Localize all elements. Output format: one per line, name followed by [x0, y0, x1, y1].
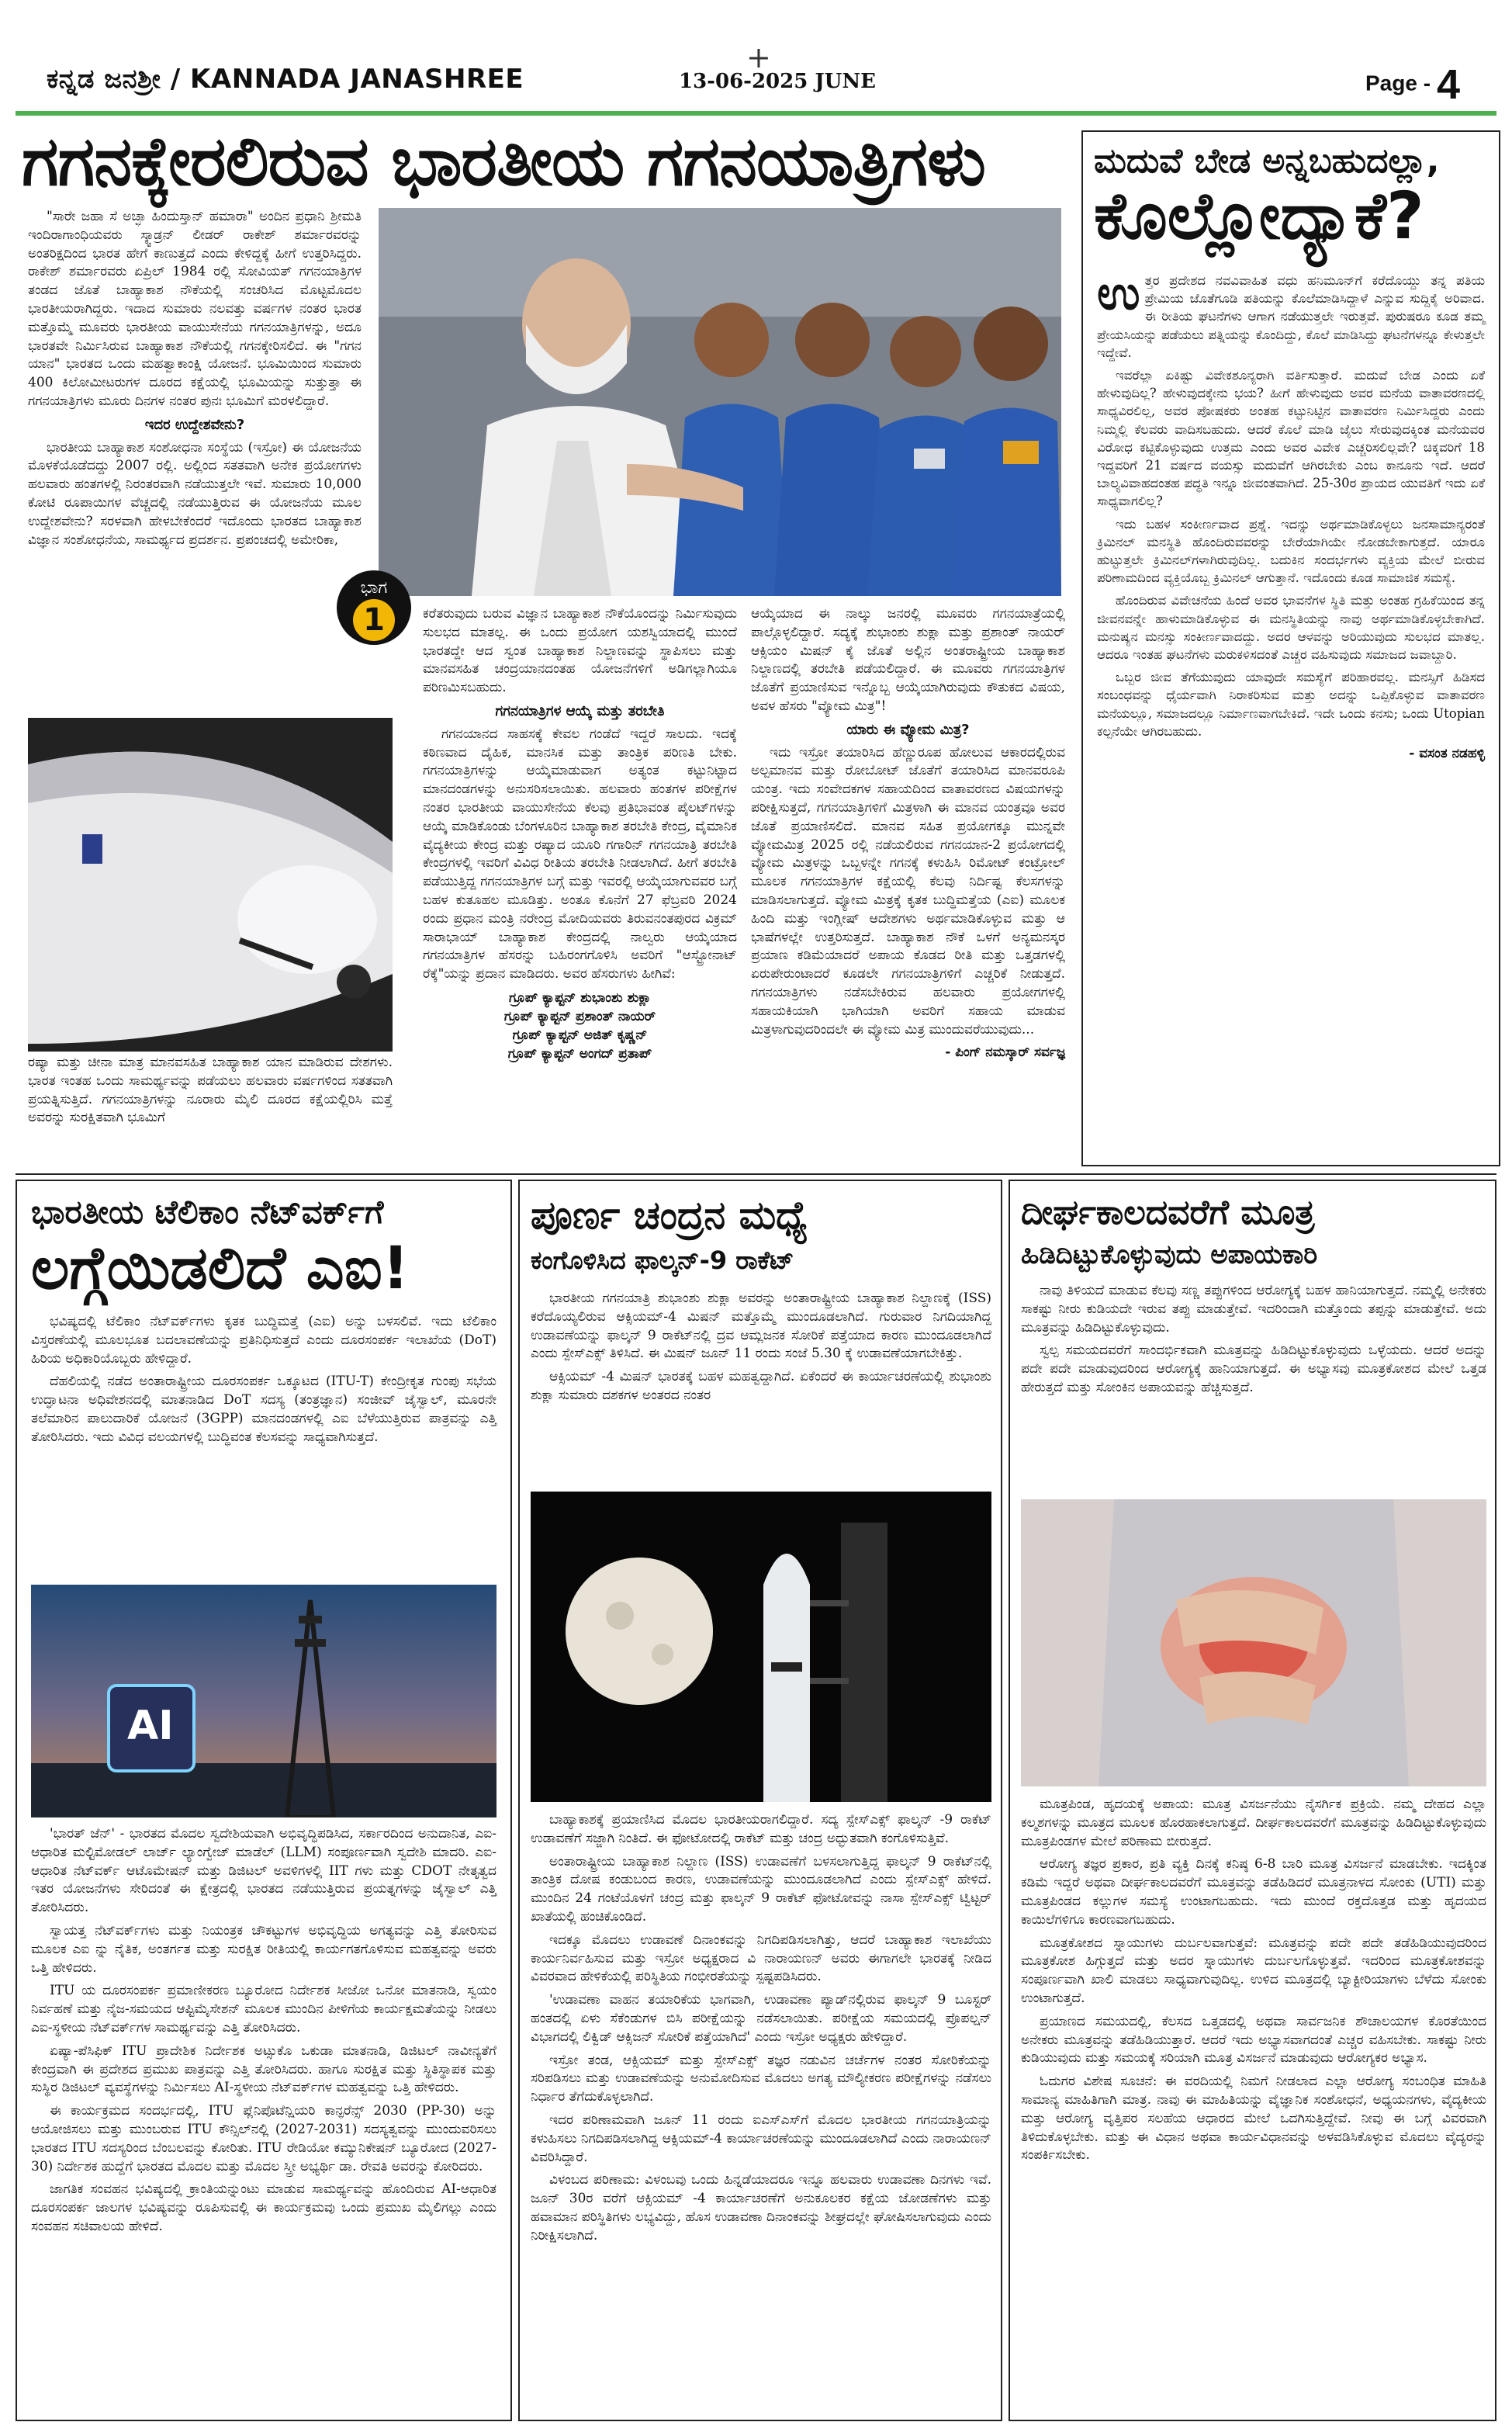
page-label: Page -	[1365, 71, 1431, 95]
health-article-box	[1009, 1180, 1496, 2421]
registration-mark-icon: +	[746, 40, 771, 74]
lead-column-3	[751, 605, 1065, 1062]
lead-paragraph: "ಸಾರೇ ಜಹಾ ಸೆ ಅಚ್ಛಾ ಹಿಂದುಸ್ತಾನ್ ಹಮಾರಾ" ಅಂದಿನ ಪ್ರಧಾನಿ ಶ್ರೀಮತಿ ಇಂದಿರಾಗಾಂಧಿಯವರು ಸ್ಕ್ವಾಡ್ರನ್ ಲೀಡರ್ ರಾಕೇಶ್ ಶರ್ಮಾರವರನ್ನು ಅಂತರಿಕ್ಷದಿಂದ ಭಾರತ ಹೇಗೆ ಕಾಣುತ್ತದೆ ಎಂದು ಕೇಳಿದ್ದಕ್ಕೆ ಹೀಗೆ ಉತ್ತರಿಸಿದ್ದರು. ರಾಕೇಶ್ ಶರ್ಮಾರವರು ಏಪ್ರಿಲ್ 1984 ರಲ್ಲಿ ಸೋವಿಯತ್ ಗಗನಯಾತ್ರಿಗಳ ತಂಡದ ಜೊತೆ ಬಾಹ್ಯಾಕಾಶ ನೌಕೆಯಲ್ಲಿ ಸಂಚರಿಸಿದ ಮೊಟ್ಟಮೊದಲ ಭಾರತೀಯರಾಗಿದ್ದರು. ಇದಾದ ಸುಮಾರು ನಲವತ್ತು ವರ್ಷಗಳ ನಂತರ ಭಾರತ ಮತ್ತೊಮ್ಮೆ ಮೂವರು ಭಾರತೀಯ ವಾಯುಸೇನೆಯ ಗಗನಯಾತ್ರಿಗಳನ್ನು, ಅದೂ ಭಾರತವೇ ನಿರ್ಮಿಸಿರುವ ಬಾಹ್ಯಾಕಾಶ ನೌಕೆಯಲ್ಲಿ ಗಗನಕ್ಕೇರಿಸಲಿದೆ. ಈ "ಗಗನ ಯಾನ" ಭಾರತದ ಒಂದು ಮಹತ್ವಾಕಾಂಕ್ಷಿ ಯೋಜನೆ. ಭೂಮಿಯಿಂದ ಸುಮಾರು 400 ಕಿಲೋಮೀಟರುಗಳ ದೂರದ ಕಕ್ಷೆಯಲ್ಲಿ ಭೂಮಿಯನ್ನು ಸುತ್ತುತ್ತಾ ಈ ಗಗನಯಾತ್ರಿಗಳು ಮೂರು ದಿನಗಳ ನಂತರ ಪುನಃ ಭೂಮಿಗೆ ಮರಳಲಿದ್ದಾರೆ.	[28, 209, 362, 409]
falcon-moon-photo	[531, 1492, 991, 1802]
lead-column-1-top	[28, 208, 362, 554]
health-paragraph: ಪ್ರಯಾಣದ ಸಮಯದಲ್ಲಿ, ಕೆಲಸದ ಒತ್ತಡದಲ್ಲಿ ಅಥವಾ ಸಾರ್ವಜನಿಕ ಶೌಚಾಲಯಗಳ ಕೊರತೆಯಿಂದ ಅನೇಕರು ಮೂತ್ರವನ್ನು ತಡೆಹಿಡಿಯುತ್ತಾರೆ. ಆದರೆ ಇದು ಅಭ್ಯಾಸವಾಗದಂತೆ ಎಚ್ಚರ ವಹಿಸಬೇಕು. ಸಾಕಷ್ಟು ನೀರು ಕುಡಿಯುವುದು ಮತ್ತು ಸಮಯಕ್ಕೆ ಸರಿಯಾಗಿ ಮೂತ್ರ ವಿಸರ್ಜನೆ ಮಾಡುವುದು ಆರೋಗ್ಯಕರ ಅಭ್ಯಾಸ.	[1021, 2013, 1486, 2067]
falcon-moon-illustration	[531, 1492, 991, 1802]
lead-paragraph: ರಷ್ಯಾ ಮತ್ತು ಚೀನಾ ಮಾತ್ರ ಮಾನವಸಹಿತ ಬಾಹ್ಯಾಕಾಶ ಯಾನ ಮಾಡಿರುವ ದೇಶಗಳು. ಭಾರತ ಇಂತಹ ಒಂದು ಸಾಮರ್ಥ್ಯವನ್ನು ಪಡೆಯಲು ಹಲವಾರು ವರ್ಷಗಳಿಂದ ಸತತವಾಗಿ ಪ್ರಯತ್ನಿಸುತ್ತಿದೆ. ಗಗನಯಾತ್ರಿಗಳನ್ನು ನೂರಾರು ಮೈಲಿ ದೂರದ ಕಕ್ಷೆಯಲ್ಲಿರಿಸಿ ಮತ್ತೆ ಅವರನ್ನು ಸುರಕ್ಷಿತವಾಗಿ ಭೂಮಿಗೆ	[28, 1055, 393, 1126]
marriage-paragraph: ಒಬ್ಬರ ಜೀವ ತೆಗೆಯುವುದು ಯಾವುದೇ ಸಮಸ್ಯೆಗೆ ಪರಿಹಾರವಲ್ಲ. ಮನಸ್ಸಿಗೆ ಹಿಡಿಸದ ಸಂಬಂಧವನ್ನು ಧೈರ್ಯವಾಗಿ ನಿರಾಕರಿಸುವ ಮತ್ತು ಅದನ್ನು ಒಪ್ಪಿಕೊಳ್ಳುವ ವಾತಾವರಣ ಮನೆಯಲ್ಲೂ, ಸಮಾಜದಲ್ಲೂ ನಿರ್ಮಾಣವಾಗಬೇಕಿದೆ. ಇದೇ ಒಂದು ಕನಸು; ಒಂದು Utopian ಕಲ್ಪನೆಯೇ ಆಗಿರಬಹುದು.	[1097, 670, 1485, 739]
lead-subheading-purpose: ಇದರ ಉದ್ದೇಶವೇನು?	[144, 416, 245, 433]
marriage-paragraph: ಇದು ಬಹಳ ಸಂಕೀರ್ಣವಾದ ಪ್ರಶ್ನೆ. ಇದನ್ನು ಅರ್ಥಮಾಡಿಕೊಳ್ಳಲು ಜನಸಾಮಾನ್ಯರಂತೆ ಕ್ರಿಮಿನಲ್ ಮನಸ್ಥಿತಿ ಹೊಂದಿರುವವರನ್ನು ಬೇರೆಯಾಗಿಯೇ ನೋಡಬೇಕಾಗುತ್ತದೆ. ಯಾರೂ ಹುಟ್ಟುತ್ತಲೇ ಕ್ರಿಮಿನಲ್‌ಗಳಾಗಿರುವುದಿಲ್ಲ. ಬದುಕಿನ ಸಂದರ್ಭಗಳು ವ್ಯಕ್ತಿಯ ಮೇಲೆ ಬೀರುವ ಪರಿಣಾಮದಿಂದ ವ್ಯಕ್ತಿಯೊಬ್ಬ ಕ್ರಿಮಿನಲ್ ಆಗುತ್ತಾನೆ. ಇದೊಂದು ಕೂಡ ಸಾಮಾಜಿಕ ಸಮಸ್ಯೆ.	[1097, 516, 1485, 586]
lead-headline: ಗಗನಕ್ಕೇರಲಿರುವ ಭಾರತೀಯ ಗಗನಯಾತ್ರಿಗಳು	[22, 121, 986, 201]
falcon-paragraph: ವಿಳಂಬದ ಪರಿಣಾಮ: ವಿಳಂಬವು ಒಂದು ಹಿನ್ನಡೆಯಾದರೂ ಇನ್ನೂ ಹಲವಾರು ಉಡಾವಣಾ ದಿನಗಳು ಇವೆ. ಜೂನ್ 30ರ ವರೆಗೆ ಆಕ್ಸಿಯಮ್ -4 ಕಾರ್ಯಾಚರಣೆಗೆ ಅನುಕೂಲಕರ ಕಕ್ಷೆಯ ಜೋಡಣೆಗಳು ಮತ್ತು ಹವಾಮಾನ ಪರಿಸ್ಥಿತಿಗಳು ಲಭ್ಯವಿದ್ದು, ಹೊಸ ಉಡಾವಣಾ ದಿನಾಂಕವನ್ನು ಶೀಘ್ರದಲ್ಲೇ ಘೋಷಿಸಲಾಗುವುದು ಎಂದು ನಿರೀಕ್ಷಿಸಲಾಗಿದೆ.	[531, 2172, 991, 2244]
falcon-article-box	[518, 1180, 1002, 2421]
falcon-paragraph: 'ಉಡಾವಣಾ ವಾಹನ ತಯಾರಿಕೆಯ ಭಾಗವಾಗಿ, ಉಡಾವಣಾ ಪ್ಯಾಡ್‌ನಲ್ಲಿರುವ ಫಾಲ್ಕನ್ 9 ಬೂಸ್ಟರ್ ಹಂತದಲ್ಲಿ ಏಳು ಸೆಕೆಂಡುಗಳ ಬಿಸಿ ಪರೀಕ್ಷೆಯನ್ನು ನಡೆಸಲಾಯಿತು. ಪರೀಕ್ಷೆಯ ಸಮಯದಲ್ಲಿ ಪ್ರೊಪಲ್ಷನ್ ವಿಭಾಗದಲ್ಲಿ ಲಿಕ್ವಿಡ್ ಆಕ್ಸಿಜನ್ ಸೋರಿಕೆ ಪತ್ತೆಯಾಗಿದೆ' ಎಂದು ಇಸ್ರೋ ಅಧ್ಯಕ್ಷರು ಹೇಳಿದ್ದಾರೆ.	[531, 1992, 991, 2045]
falcon-paragraph: ಅಂತಾರಾಷ್ಟ್ರೀಯ ಬಾಹ್ಯಾಕಾಶ ನಿಲ್ದಾಣ (ISS) ಉಡಾವಣೆಗೆ ಬಳಸಲಾಗುತ್ತಿದ್ದ ಫಾಲ್ಕನ್ 9 ರಾಕೆಟ್‌ನಲ್ಲಿ ತಾಂತ್ರಿಕ ದೋಷ ಕಂಡುಬಂದ ಕಾರಣ, ಉಡಾವಣೆಯನ್ನು ಮುಂದೂಡಲಾಗಿದೆ ಎಂದು ಸ್ಪೇಸ್‌ಎಕ್ಸ್ ಹೇಳಿದೆ. ಮುಂದಿನ 24 ಗಂಟೆಯೊಳಗೆ ಚಂದ್ರ ಮತ್ತು ಫಾಲ್ಕನ್ 9 ರಾಕೆಟ್ ಫೋಟೋವನ್ನು ನಾಸಾ ಸ್ಪೇಸ್‌ಎಕ್ಸ್ ಟ್ವಿಟ್ಟರ್ ಖಾತೆಯಲ್ಲಿ ಹಂಚಿಕೊಂಡಿದೆ.	[531, 1853, 991, 1925]
part-badge-label: ಭಾಗ	[360, 578, 388, 598]
telecom-paragraph: ಏಷ್ಯಾ-ಪೆಸಿಫಿಕ್ ITU ಪ್ರಾದೇಶಿಕ ನಿರ್ದೇಶಕ ಅಟ್ಸುಕೊ ಒಕುಡಾ ಮಾತನಾಡಿ, ಡಿಜಿಟಲ್ ನಾವೀನ್ಯತೆಗೆ ಕೇಂದ್ರವಾಗಿ ಈ ಪ್ರದೇಶದ ಪ್ರಮುಖ ಪಾತ್ರವನ್ನು ಎತ್ತಿ ತೋರಿಸಿದರು. ಹಾಗೂ ಸುರಕ್ಷಿತ ಮತ್ತು ಸ್ಥಿತಿಸ್ಥಾಪಕ ಮತ್ತು ಸುಸ್ಥಿರ ಡಿಜಿಟಲ್ ವ್ಯವಸ್ಥೆಗಳನ್ನು ನಿರ್ಮಿಸಲು AI-ಸ್ಥಳೀಯ ನೆಟ್‌ವರ್ಕ್‌ಗಳ ಮಹತ್ವವನ್ನು ಒತ್ತಿ ಹೇಳಿದರು.	[31, 2043, 497, 2096]
falcon-paragraph: ಇದರ ಪರಿಣಾಮವಾಗಿ ಜೂನ್ 11 ರಂದು ಐಎಸ್‌ಎಸ್‌ಗೆ ಮೊದಲ ಭಾರತೀಯ ಗಗನಯಾತ್ರಿಯನ್ನು ಕಳುಹಿಸಲು ನಿಗದಿಪಡಿಸಲಾಗಿದ್ದ ಆಕ್ಸಿಯಮ್-4 ಕಾರ್ಯಾಚರಣೆಯನ್ನು ಮುಂದೂಡಲಾಗಿದೆ ಎಂದು ನಾರಾಯಣನ್ ವಿವರಿಸಿದ್ದಾರೆ.	[531, 2112, 991, 2165]
newspaper-title: ಕನ್ನಡ ಜನಶ್ರೀ / KANNADA JANASHREE	[47, 64, 524, 95]
crew-member: ಗ್ರೂಪ್ ಕ್ಯಾಪ್ಟನ್ ಶುಭಾಂಶು ಶುಕ್ಲಾ	[508, 989, 651, 1006]
lead-paragraph: ಕರೆತರುವುದು ಬರುವ ವಿಜ್ಞಾನ ಬಾಹ್ಯಾಕಾಶ ನೌಕೆಯೊಂದನ್ನು ನಿರ್ಮಿಸುವುದು ಸುಲಭದ ಮಾತಲ್ಲ. ಈ ಒಂದು ಪ್ರಯೋಗ ಯಶಸ್ವಿಯಾದಲ್ಲಿ ಮುಂದೆ ಭಾರತದ್ದೇ ಆದ ಸ್ವಂತ ಬಾಹ್ಯಾಕಾಶ ನಿಲ್ದಾಣವನ್ನು ಸ್ಥಾಪಿಸಲು ಮತ್ತು ಮಾನವಸಹಿತ ಚಂದ್ರಯಾನದಂತಹ ಯೋಜನೆಗಳಿಗೆ ಅಡಿಗಲ್ಲಾಗಿಯೂ ಪರಿಣಮಿಸಬಹುದು.	[423, 606, 737, 696]
lead-column-1-bottom	[28, 1054, 393, 1132]
telecom-kicker: ಭಾರತೀಯ ಟೆಲಿಕಾಂ ನೆಟ್‌ವರ್ಕ್‌ಗೆ	[31, 1193, 384, 1231]
pm-astronauts-photo	[379, 208, 1061, 596]
marriage-body	[1097, 266, 1485, 763]
spacecraft-illustration	[28, 718, 393, 1052]
falcon-paragraph: ಬಾಹ್ಯಾಕಾಶಕ್ಕೆ ಪ್ರಯಾಣಿಸಿದ ಮೊದಲ ಭಾರತೀಯರಾಗಲಿದ್ದಾರೆ. ಸದ್ಯ ಸ್ಪೇಸ್‌ಎಕ್ಸ್ ಫಾಲ್ಕನ್ -9 ರಾಕೆಟ್ ಉಡಾವಣೆಗೆ ಸಜ್ಜಾಗಿ ನಿಂತಿದೆ. ಈ ಫೋಟೋದಲ್ಲಿ ರಾಕೆಟ್ ಮತ್ತು ಚಂದ್ರ ಅದ್ಭುತವಾಗಿ ಕಂಗೊಳಿಸುತ್ತಿವೆ.	[531, 1812, 991, 1846]
telecom-paragraph: 'ಭಾರತ್ ಜೆನ್' - ಭಾರತದ ಮೊದಲ ಸ್ವದೇಶಿಯವಾಗಿ ಅಭಿವೃದ್ಧಿಪಡಿಸಿದ, ಸರ್ಕಾರದಿಂದ ಅನುದಾನಿತ, ಎಐ-ಆಧಾರಿತ ಮಲ್ಟಿಮೋಡಲ್ ಲಾರ್ಜ್ ಲ್ಯಾಂಗ್ವೇಜ್ ಮಾಡೆಲ್ (LLM) ಸಂಪೂರ್ಣವಾಗಿ ಸ್ವದೇಶಿ ಮಾದರಿ. ಎಐ-ಆಧಾರಿತ ನೆಟ್‌ವರ್ಕ್ ಆಟೊಮೇಷನ್ ಮತ್ತು ಡಿಜಿಟಲ್ ಅವಳಿಗಳಲ್ಲಿ IIT ಗಳು ಮತ್ತು CDOT ನೇತೃತ್ವದ ಇತರ ಯೋಜನೆಗಳು ಸೇರಿದಂತೆ ಈ ಕ್ಷೇತ್ರದಲ್ಲಿ ಭಾರತದ ನಡೆಯುತ್ತಿರುವ ಪ್ರಯತ್ನಗಳನ್ನು ಜೈಸ್ವಾಲ್ ಎತ್ತಿ ತೋರಿಸಿದರು.	[31, 1826, 497, 1916]
drop-cap: ಉ	[1097, 266, 1140, 321]
lead-paragraph: ಇದು ಇಸ್ರೋ ತಯಾರಿಸಿದ ಹೆಣ್ಣುರೂಪ ಹೋಲುವ ಆಕಾರದಲ್ಲಿರುವ ಅಲ್ಪಮಾನವ ಮತ್ತು ರೋಬೋಟ್ ಜೊತೆಗೆ ತಯಾರಿಸಿದ ಮಾನವರೂಪಿ ಯಂತ್ರ. ಇದು ಸಂವೇದಕಗಳ ಸಹಾಯದಿಂದ ವಾತಾವರಣದ ವಿಷಯಗಳನ್ನು ಪರೀಕ್ಷಿಸುತ್ತದೆ, ಗಗನಯಾತ್ರಿಗಳಿಗೆ ಮಿತ್ರಳಾಗಿ ಈ ಮಾನವ ಯಂತ್ರವೂ ಅವರ ಜೊತೆ ಪ್ರಯಾಣಿಸಲಿದೆ. ಮಾನವ ಸಹಿತ ಪ್ರಯೋಗಕ್ಕೂ ಮುನ್ನವೇ ವ್ಯೋಮಮಿತ್ರ 2025 ರಲ್ಲಿ ನಡೆಯಲಿರುವ ಗಗನಯಾನ-2 ಪ್ರಯೋಗದಲ್ಲಿ ವ್ಯೋಮ ಮಿತ್ರಳನ್ನು ಒಬ್ಬಳನ್ನೇ ಗಗನಕ್ಕೆ ಕಳುಹಿಸಿ ರಿಮೋಟ್ ಕಂಟ್ರೋಲ್ ಮೂಲಕ ಗಗನಯಾತ್ರಿಗಳ ಕಕ್ಷೆಯಲ್ಲಿ ಕೆಲವು ನಿರ್ದಿಷ್ಟ ಕೆಲಸಗಳನ್ನು ಮಾಡಿಸಲಾಗುತ್ತದೆ. ವ್ಯೋಮ ಮಿತ್ರಕ್ಕೆ ಕೃತಕ ಬುದ್ಧಿಮತ್ತೆಯ (ಎಐ) ಮೂಲಕ ಹಿಂದಿ ಮತ್ತು ಇಂಗ್ಲೀಷ್ ಆದೇಶಗಳು ಅರ್ಥಮಾಡಿಕೊಳ್ಳುವ ಮತ್ತು ಆ ಭಾಷೆಗಳಲ್ಲೇ ಉತ್ತರಿಸುತ್ತದೆ. ಬಾಹ್ಯಾಕಾಶ ನೌಕೆ ಒಳಗೆ ಅನ್ಯಮನಸ್ಕರ ಪ್ರಯಾಣ ಕಡಿಮೆಯಾದರೆ ಅಪಾಯ ಕೊಡದ ರೀತಿ ಮತ್ತು ಒತ್ತಡಗಳಲ್ಲಿ ಏರುಪೇರುಂಟಾದರೆ ಕೂಡಲೇ ಗಗನಯಾತ್ರಿಗಳಿಗೆ ಎಚ್ಚರಿಕೆ ನೀಡುತ್ತದೆ. ಗಗನಯಾತ್ರಿಗಳು ನಡೆಸಬೇಕಿರುವ ಹಲವಾರು ಪ್ರಯೋಗಗಳಲ್ಲಿ ಸಹಾಯಕಿಯಾಗಿ ಭಾಗಿಯಾಗಿ ಅವರಿಗೆ ಸಹಾಯ ಮಾಡುವ ಮಿತ್ರಳಾಗುವುದರಿಂದಲೇ ಈ ವ್ಯೋಮ ಮಿತ್ರ ಮುಂದುವರೆಯುವುದು...	[751, 744, 1065, 1038]
masthead	[0, 0, 1512, 116]
abdominal-pain-photo	[1021, 1499, 1486, 1786]
lead-subheading-vyommitra: ಯಾರು ಈ ವ್ಯೋಮ ಮಿತ್ರ?	[846, 721, 970, 738]
health-paragraph: ಮೂತ್ರಕೋಶದ ಸ್ನಾಯುಗಳು ದುರ್ಬಲವಾಗುತ್ತವೆ: ಮೂತ್ರವನ್ನು ಪದೇ ಪದೇ ತಡೆಹಿಡಿಯುವುದರಿಂದ ಮೂತ್ರಕೋಶ ಹಿಗ್ಗುತ್ತದೆ ಮತ್ತು ಅದರ ಸ್ನಾಯುಗಳು ದುರ್ಬಲಗೊಳ್ಳುತ್ತವೆ. ಇದರಿಂದ ಮೂತ್ರಕೋಶವನ್ನು ಸಂಪೂರ್ಣವಾಗಿ ಖಾಲಿ ಮಾಡಲು ಸಾಧ್ಯವಾಗುವುದಿಲ್ಲ. ಉಳಿದ ಮೂತ್ರದಲ್ಲಿ ಬ್ಯಾಕ್ಟೀರಿಯಾಗಳು ಬೆಳೆದು ಸೋಂಕು ಉಂಟಾಗುತ್ತದೆ.	[1021, 1935, 1486, 2006]
marriage-paragraph	[1097, 266, 1485, 362]
page-number-value: 4	[1437, 61, 1461, 108]
marriage-paragraph-text: ತ್ತರ ಪ್ರದೇಶದ ನವವಿವಾಹಿತ ವಧು ಹನಿಮೂನ್‌ಗೆ ಕರೆದೊಯ್ದು ತನ್ನ ಪತಿಯ ಪ್ರೇಮಿಯ ಜೊತೆಗೂಡಿ ಪತಿಯನ್ನು ಕೊಲೆಮಾಡಿಸಿದ್ದಾಳೆ ಎನ್ನುವ ಸುದ್ದಿಕೈ ಅರಿವಾದ. ಈ ರೀತಿಯ ಘಟನೆಗಳು ಆಗಾಗ ನಡೆಯುತ್ತಲೇ ಇರುತ್ತವೆ. ಪುರುಷರೂ ಕೂಡ ತಮ್ಮ ಪ್ರೇಯಸಿಯನ್ನು ಪಡೆಯಲು ಪತ್ನಿಯನ್ನು ಕೊಂದಿದ್ದು, ಕೊಲೆ ಮಾಡಿಸಿದ್ದು ಘಟನೆಗಳನ್ನೂ ಕೇಳುತ್ತಲೇ ಇದ್ದೇವೆ.	[1097, 273, 1485, 360]
marriage-headline: ಕೊಲ್ಲೋದ್ಯಾಕೆ?	[1094, 178, 1424, 254]
telecom-body-bottom	[31, 1825, 497, 2241]
telecom-paragraph: ಈ ಕಾರ್ಯಕ್ರಮದ ಸಂದರ್ಭದಲ್ಲಿ, ITU ಪ್ಲೆನಿಪೊಟೆನ್ಷಿಯರಿ ಕಾನ್ಫರೆನ್ಸ್ 2030 (PP-30) ಅನ್ನು ಆಯೋಜಿಸಲು ಮತ್ತು ಮುಂಬರುವ ITU ಕೌನ್ಸಿಲ್‌ನಲ್ಲಿ (2027-2031) ಸದಸ್ಯತ್ವವನ್ನು ಮುಂದುವರಿಸಲು ಭಾರತದ ITU ಸದಸ್ಯರಿಂದ ಬೆಂಬಲವನ್ನು ಕೋರಿತು. ITU ರೇಡಿಯೋ ಕಮ್ಯುನಿಕೇಷನ್ ಬ್ಯೂರೋದ (2027-30) ನಿರ್ದೇಶಕ ಹುದ್ದೆಗೆ ಭಾರತದ ಮೊದಲ ಮತ್ತು ಮೊದಲ ಸ್ತ್ರೀ ಅಭ್ಯರ್ಥಿ ಡಾ. ರೇವತಿ ಅವರನ್ನು ಕೋರಿದರು.	[31, 2103, 497, 2174]
marriage-kicker: ಮದುವೆ ಬೇಡ ಅನ್ನಬಹುದಲ್ಲಾ,	[1094, 141, 1440, 181]
crew-list	[423, 989, 737, 1063]
falcon-body-bottom	[531, 1811, 991, 2251]
telecom-article-box	[16, 1180, 512, 2421]
masthead-rule	[16, 111, 1496, 116]
health-kicker: ದೀರ್ಘಕಾಲದವರೆಗೆ ಮೂತ್ರ	[1021, 1193, 1315, 1232]
lead-column-2	[423, 605, 737, 1063]
health-body-bottom	[1021, 1796, 1486, 2170]
marriage-article-box	[1081, 130, 1500, 1166]
falcon-paragraph: ಇಸ್ರೋ ತಂಡ, ಆಕ್ಸಿಯಮ್ ಮತ್ತು ಸ್ಪೇಸ್‌ಎಕ್ಸ್ ತಜ್ಞರ ನಡುವಿನ ಚರ್ಚೆಗಳ ನಂತರ ಸೋರಿಕೆಯನ್ನು ಸರಿಪಡಿಸಲು ಮತ್ತು ಉಡಾವಣೆಯನ್ನು ಅನುಮೋದಿಸುವ ಮೊದಲು ಅಗತ್ಯ ಮೌಲ್ಯೀಕರಣ ಪರೀಕ್ಷೆಗಳನ್ನು ನಡೆಸಲು ನಿರ್ಧಾರ ತೆಗೆದುಕೊಳ್ಳಲಾಗಿದೆ.	[531, 2052, 991, 2105]
falcon-kicker: ಪೂರ್ಣ ಚಂದ್ರನ ಮಧ್ಯೆ	[531, 1193, 808, 1238]
telecom-paragraph: ದೆಹಲಿಯಲ್ಲಿ ನಡೆದ ಅಂತಾರಾಷ್ಟ್ರೀಯ ದೂರಸಂಪರ್ಕ ಒಕ್ಕೂಟದ (ITU-T) ಕೇಂದ್ರೀಕೃತ ಗುಂಪು ಸಭೆಯ ಉದ್ಘಾಟನಾ ಅಧಿವೇಶನದಲ್ಲಿ ಮಾತನಾಡಿದ DoT ಸದಸ್ಯ (ತಂತ್ರಜ್ಞಾನ) ಸಂಜೀವ್ ಜೈಸ್ವಾಲ್, ಮೂರನೇ ತಲೆಮಾರಿನ ಪಾಲುದಾರಿಕೆ ಯೋಜನೆ (3GPP) ಮಾನದಂಡಗಳಲ್ಲಿ ಎಐ ಬೆಳೆಯುತ್ತಿರುವ ಪಾತ್ರವನ್ನು ಎತ್ತಿ ತೋರಿಸಿದರು. ಇದು ವಿವಿಧ ವಲಯಗಳಲ್ಲಿ ಬುದ್ಧಿವಂತ ಕೆಲಸವನ್ನು ಸಾಧ್ಯವಾಗಿಸುತ್ತದೆ.	[31, 1374, 497, 1445]
abdominal-pain-illustration	[1021, 1499, 1486, 1786]
lead-paragraph: ಗಗನಯಾನದ ಸಾಹಸಕ್ಕೆ ಕೇವಲ ಗಂಡೆದೆ ಇದ್ದರೆ ಸಾಲದು. ಇದಕ್ಕೆ ಕಠಿಣವಾದ ದೈಹಿಕ, ಮಾನಸಿಕ ಮತ್ತು ತಾಂತ್ರಿಕ ಪರಿಣತಿ ಬೇಕು. ಗಗನಯಾತ್ರಿಗಳನ್ನು ಆಯ್ಕೆಮಾಡುವಾಗ ಅತ್ಯಂತ ಕಟ್ಟುನಿಟ್ಟಾದ ಮಾನದಂಡಗಳನ್ನು ಅನುಸರಿಸಲಾಯಿತು. ಹಲವಾರು ಹಂತಗಳ ಪರೀಕ್ಷೆಗಳ ನಂತರ ಭಾರತೀಯ ವಾಯುಸೇನೆಯ ಕೆಲವು ಪ್ರತಿಭಾವಂತ ಪೈಲಟ್‌ಗಳನ್ನು ಆಯ್ಕೆ ಮಾಡಿಕೊಂಡು ಬೆಂಗಳೂರಿನ ಬಾಹ್ಯಾಕಾಶ ತರಬೇತಿ ಕೇಂದ್ರ, ವೈಮಾನಿಕ ವೈದ್ಯಕೀಯ ಕೇಂದ್ರ ಮತ್ತು ರಷ್ಯಾದ ಯೂರಿ ಗಗಾರಿನ್ ಗಗನಯಾತ್ರಿ ತರಬೇತಿ ಕೇಂದ್ರಗಳಲ್ಲಿ ಇವರಿಗೆ ವಿವಿಧ ರೀತಿಯ ತರಬೇತಿ ನೀಡಲಾಗಿದೆ. ಹೀಗೆ ತರಬೇತಿ ಪಡೆಯುತ್ತಿದ್ದ ಗಗನಯಾತ್ರಿಗಳ ಬಗ್ಗೆ ಮತ್ತು ಇವರಲ್ಲಿ ಆಯ್ಕೆಯಾಗುವವರ ಬಗ್ಗೆ ಬಹಳ ಕುತೂಹಲ ಮೂಡಿತ್ತು. ಅಂತೂ ಕೊನೆಗೆ 27 ಫೆಬ್ರವರಿ 2024 ರಂದು ಪ್ರಧಾನ ಮಂತ್ರಿ ನರೇಂದ್ರ ಮೋದಿಯವರು ತಿರುವನಂತಪುರದ ವಿಕ್ರಮ್ ಸಾರಾಭಾಯ್ ಬಾಹ್ಯಾಕಾಶ ಕೇಂದ್ರದಲ್ಲಿ ನಾಲ್ವರು ಆಯ್ಕೆಯಾದ ಗಗನಯಾತ್ರಿಗಳ ಹೆಸರನ್ನು ಬಹಿರಂಗಗೊಳಿಸಿ ಅವರಿಗೆ "ಆಸ್ಟ್ರೋನಾಟ್ ರೆಕ್ಕೆ"ಯನ್ನು ಪ್ರದಾನ ಮಾಡಿದರು. ಅವರ ಹೆಸರುಗಳು ಹೀಗಿವೆ:	[423, 726, 737, 982]
pm-astronauts-illustration	[379, 208, 1061, 596]
health-headline: ಹಿಡಿದಿಟ್ಟುಕೊಳ್ಳುವುದು ಅಪಾಯಕಾರಿ	[1021, 1239, 1318, 1270]
marriage-paragraph: ಹೊಂದಿರುವ ವಿವೇಚನೆಯ ಹಿಂದೆ ಅವರ ಭಾವನೆಗಳ ಸ್ಥಿತಿ ಮತ್ತು ಅಂತಹ ಗ್ರಹಿಕೆಯಿಂದ ತನ್ನ ಜೀವನವನ್ನೇ ಹಾಳುಮಾಡಿಕೊಳ್ಳುವ ಈ ಮನಸ್ಥಿತಿಯನ್ನು ನಾವು ಅರ್ಥಮಾಡಿಕೊಳ್ಳಬೇಕಾಗಿದೆ. ಮನುಷ್ಯನ ಮನಸ್ಸು ಸಂಕೀರ್ಣವಾದದ್ದು. ಅದರ ಆಳವನ್ನು ಅರಿಯುವುದು ಸುಲಭದ ಮಾತಲ್ಲ. ಆದರೂ ಇಂತಹ ಘಟನೆಗಳು ಮರುಕಳಿಸದಂತೆ ಎಚ್ಚರ ವಹಿಸುವುದು ಸಮಾಜದ ಜವಾಬ್ದಾರಿ.	[1097, 593, 1485, 663]
ai-tower-illustration	[31, 1585, 497, 1817]
crew-member: ಗ್ರೂಪ್ ಕ್ಯಾಪ್ಟನ್ ಅಂಗದ್ ಪ್ರತಾಪ್	[507, 1045, 652, 1062]
telecom-body-top	[31, 1313, 497, 1452]
telecom-paragraph: ಸ್ವಾಯತ್ತ ನೆಟ್‌ವರ್ಕ್‌ಗಳು ಮತ್ತು ನಿಯಂತ್ರಕ ಚೌಕಟ್ಟುಗಳ ಅಭಿವೃದ್ಧಿಯ ಅಗತ್ಯವನ್ನು ಎತ್ತಿ ತೋರಿಸುವ ಮೂಲಕ ಎಐ ನ್ನು ನೈತಿಕ, ಅಂತರ್ಗತ ಮತ್ತು ಸುರಕ್ಷಿತ ರೀತಿಯಲ್ಲಿ ಕಾರ್ಯಗತಗೊಳಿಸುವ ಮಹತ್ವವನ್ನು ಅವರು ಒತ್ತಿ ಹೇಳಿದರು.	[31, 1922, 497, 1976]
marriage-paragraph: ಇವರೆಲ್ಲಾ ಏಕಿಷ್ಟು ವಿವೇಕಶೂನ್ಯರಾಗಿ ವರ್ತಿಸುತ್ತಾರೆ. ಮದುವೆ ಬೇಡ ಎಂದು ಏಕೆ ಹೇಳುವುದಿಲ್ಲ? ಹೇಳುವುದಕ್ಕೇನು ಭಯ? ಹೀಗೆ ಹೇಳುವುದು ಅವರ ಮನೆಯ ವಾತಾವರಣದಲ್ಲಿ ಸಾಧ್ಯವಿರಲಿಲ್ಲ, ಅವರ ಪೋಷಕರು ಅಂತಹ ಕಟ್ಟುನಿಟ್ಟಿನ ವಾತಾವರಣ ನಿರ್ಮಿಸಿದ್ದರು ಎಂದು ನಿಮ್ಮಲ್ಲಿ ಕೆಲವರು ವಾದಿಸಬಹುದು. ಆದರೆ ಕೊಲೆ ಮಾಡಿ ಜೈಲು ಸೇರುವುದಕ್ಕಿಂತ ಮನೆಯವರ ವಿರೋಧ ಕಟ್ಟಿಕೊಳ್ಳುವುದು ಉತ್ತಮ ಎಂದು ಅವರ ವಿವೇಕ ಎಚ್ಚರಿಸಲಿಲ್ಲವೇ? ಚಿಕ್ಕವರಿಗೆ 18 ಇದ್ದವರಿಗೆ 21 ವರ್ಷದ ವಯಸ್ಸು ಮದುವೆಗೆ ಆಗಿರಬೇಕು ಎಂಬ ಕಾನೂನು ಇದೆ. ಆದರೆ ಬಾಲ್ಯವಿವಾಹದಂತಹ ಪದ್ಧತಿ ಇನ್ನೂ ಜೀವಂತವಾಗಿದೆ. 25-30ರ ಪ್ರಾಯದ ಯುವತಿಗೆ ಇದು ಏಕೆ ಸಾಧ್ಯವಾಗಲಿಲ್ಲ?	[1097, 368, 1485, 509]
falcon-headline: ಕಂಗೊಳಿಸಿದ ಫಾಲ್ಕನ್-9 ರಾಕೆಟ್	[531, 1246, 794, 1275]
issue-date: 13-06-2025 JUNE	[679, 70, 876, 93]
health-paragraph: ಓದುಗರ ವಿಶೇಷ ಸೂಚನೆ: ಈ ವರದಿಯಲ್ಲಿ ನಿಮಗೆ ನೀಡಲಾದ ಎಲ್ಲಾ ಆರೋಗ್ಯ ಸಂಬಂಧಿತ ಮಾಹಿತಿ ಸಾಮಾನ್ಯ ಮಾಹಿತಿಗಾಗಿ ಮಾತ್ರ. ನಾವು ಈ ಮಾಹಿತಿಯನ್ನು ವೈಜ್ಞಾನಿಕ ಸಂಶೋಧನೆ, ಅಧ್ಯಯನಗಳು, ವೈದ್ಯಕೀಯ ಮತ್ತು ಆರೋಗ್ಯ ವೃತ್ತಿಪರ ಸಲಹೆಯ ಆಧಾರದ ಮೇಲೆ ಒದಗಿಸುತ್ತಿದ್ದೇವೆ. ನೀವು ಈ ಬಗ್ಗೆ ವಿವರವಾಗಿ ತಿಳಿದುಕೊಳ್ಳಬೇಕು. ಮತ್ತು ಈ ವಿಧಾನ ಅಥವಾ ಕಾರ್ಯವಿಧಾನವನ್ನು ಅಳವಡಿಸಿಕೊಳ್ಳುವ ಮೊದಲು ವೈದ್ಯರನ್ನು ಸಂಪರ್ಕಿಸಬೇಕು.	[1021, 2074, 1486, 2164]
marriage-byline: - ವಸಂತ ನಡಹಳ್ಳಿ	[1409, 746, 1485, 762]
falcon-paragraph: ಆಕ್ಸಿಯಮ್ -4 ಮಿಷನ್ ಭಾರತಕ್ಕೆ ಬಹಳ ಮಹತ್ವದ್ದಾಗಿದೆ. ಏಕೆಂದರೆ ಈ ಕಾರ್ಯಾಚರಣೆಯಲ್ಲಿ ಶುಭಾಂಶು ಶುಕ್ಲಾ ಸುಮಾರು ದಶಕಗಳ ಅಂತರದ ನಂತರ	[531, 1369, 991, 1403]
falcon-paragraph: ಭಾರತೀಯ ಗಗನಯಾತ್ರಿ ಶುಭಾಂಶು ಶುಕ್ಲಾ ಅವರನ್ನು ಅಂತಾರಾಷ್ಟ್ರೀಯ ಬಾಹ್ಯಾಕಾಶ ನಿಲ್ದಾಣಕ್ಕೆ (ISS) ಕರೆದೊಯ್ಯಲಿರುವ ಆಕ್ಸಿಯಮ್-4 ಮಿಷನ್ ಮತ್ತೊಮ್ಮೆ ಮುಂದೂಡಲಾಗಿದೆ. ಗುರುವಾರ ನಿಗದಿಯಾಗಿದ್ದ ಉಡಾವಣೆಯನ್ನು ಫಾಲ್ಕನ್ 9 ರಾಕೆಟ್‌ನಲ್ಲಿ ದ್ರವ ಆಮ್ಲಜನಕ ಸೋರಿಕೆ ಪತ್ತೆಯಾದ ಕಾರಣ ಮುಂದೂಡಲಾಗಿದೆ ಎಂದು ಸ್ಪೇಸ್‌ಎಕ್ಸ್ ತಿಳಿಸಿದೆ. ಈ ಮಿಷನ್ ಜೂನ್ 11 ರಂದು ಸಂಜೆ 5.30 ಕ್ಕೆ ಉಡಾವಣೆಯಾಗಬೇಕಿತ್ತು.	[531, 1291, 991, 1362]
health-body-top	[1021, 1282, 1486, 1402]
spacecraft-photo	[28, 718, 393, 1052]
telecom-paragraph: ಜಾಗತಿಕ ಸಂವಹನ ಭವಿಷ್ಯದಲ್ಲಿ ಕ್ರಾಂತಿಯನ್ನುಂಟು ಮಾಡುವ ಸಾಮರ್ಥ್ಯವನ್ನು ಹೊಂದಿರುವ AI-ಆಧಾರಿತ ದೂರಸಂಪರ್ಕ ಜಾಲಗಳ ಭವಿಷ್ಯವನ್ನು ರೂಪಿಸುವಲ್ಲಿ ಈ ಕಾರ್ಯಕ್ರಮವು ಒಂದು ಪ್ರಮುಖ ಮೈಲಿಗಲ್ಲು ಎಂದು ಸಂವಹನ ಸಚಿವಾಲಯ ಹೇಳಿದೆ.	[31, 2181, 497, 2234]
telecom-headline: ಲಗ್ಗೆಯಿಡಲಿದೆ ಎಐ!	[31, 1233, 410, 1302]
telecom-paragraph: ITU ಯ ದೂರಸಂಪರ್ಕ ಪ್ರಮಾಣೀಕರಣ ಬ್ಯೂರೋದ ನಿರ್ದೇಶಕ ಸೀಜೋ ಒನೋ ಮಾತನಾಡಿ, ಸ್ವಯಂ ನಿರ್ವಹಣೆ ಮತ್ತು ನೈಜ-ಸಮಯದ ಆಪ್ಟಿಮೈಸೇಶನ್ ಮೂಲಕ ಮುಂದಿನ ಪೀಳಿಗೆಯ ಕಾರ್ಯಕ್ಷಮತೆಯನ್ನು ನೀಡಲು ಎಐ-ಸ್ಥಳೀಯ ನೆಟ್‌ವರ್ಕ್‌ಗಳ ಸಾಮರ್ಥ್ಯವನ್ನು ಎತ್ತಿ ತೋರಿಸಿದರು.	[31, 1983, 497, 2036]
ai-tower-photo	[31, 1585, 497, 1817]
health-paragraph: ಮೂತ್ರಪಿಂಡ, ಹೃದಯಕ್ಕೆ ಅಪಾಯ: ಮೂತ್ರ ವಿಸರ್ಜನೆಯು ನೈಸರ್ಗಿಕ ಪ್ರಕ್ರಿಯೆ. ನಮ್ಮ ದೇಹದ ಎಲ್ಲಾ ಕಲ್ಮಶಗಳನ್ನು ಮೂತ್ರದ ಮೂಲಕ ಹೊರಹಾಕಲಾಗುತ್ತದೆ. ದೀರ್ಘಕಾಲದವರೆಗೆ ಮೂತ್ರವನ್ನು ಹಿಡಿದಿಟ್ಟುಕೊಳ್ಳುವುದು ಮೂತ್ರಪಿಂಡಗಳ ಮೇಲೆ ಪರಿಣಾಮ ಬೀರುತ್ತದೆ.	[1021, 1797, 1486, 1849]
crew-member: ಗ್ರೂಪ್ ಕ್ಯಾಪ್ಟನ್ ಪ್ರಶಾಂತ್ ನಾಯರ್	[503, 1008, 656, 1024]
falcon-paragraph: ಇದಕ್ಕೂ ಮೊದಲು ಉಡಾವಣೆ ದಿನಾಂಕವನ್ನು ನಿಗದಿಪಡಿಸಲಾಗಿತ್ತು, ಆದರೆ ಬಾಹ್ಯಾಕಾಶ ಇಲಾಖೆಯು ಕಾರ್ಯನಿರ್ವಹಿಸುವ ಮತ್ತು ಇಸ್ರೋ ಅಧ್ಯಕ್ಷರಾದ ವಿ ನಾರಾಯಣನ್ ಅವರು ಈಗಾಗಲೇ ಭಾರತಕ್ಕೆ ನೀಡಿದ ವಿವರವಾದ ಹೇಳಿಕೆಯಲ್ಲಿ ಪರಿಸ್ಥಿತಿಯ ಗಂಭೀರತೆಯನ್ನು ಸ್ಪಷ್ಟಪಡಿಸಿದರು.	[531, 1932, 991, 1985]
lead-subheading-training: ಗಗನಯಾತ್ರಿಗಳ ಆಯ್ಕೆ ಮತ್ತು ತರಬೇತಿ	[495, 702, 665, 719]
health-paragraph: ಆರೋಗ್ಯ ತಜ್ಞರ ಪ್ರಕಾರ, ಪ್ರತಿ ವ್ಯಕ್ತಿ ದಿನಕ್ಕೆ ಕನಿಷ್ಠ 6-8 ಬಾರಿ ಮೂತ್ರ ವಿಸರ್ಜನೆ ಮಾಡಬೇಕು. ಇದಕ್ಕಿಂತ ಕಡಿಮೆ ಇದ್ದರೆ ಅಥವಾ ದೀರ್ಘಕಾಲದವರೆಗೆ ಮೂತ್ರವನ್ನು ತಡೆಹಿಡಿದರೆ ಮೂತ್ರನಾಳದ ಸೋಂಕು (UTI) ಮತ್ತು ಮೂತ್ರಪಿಂಡದ ಕಲ್ಲುಗಳ ಸಮಸ್ಯೆ ಉಂಟಾಗಬಹುದು. ಇದು ಮುಂದೆ ರಕ್ತದೊತ್ತಡ ಮತ್ತು ಹೃದಯದ ಕಾಯಿಲೆಗಳಿಗೂ ಕಾರಣವಾಗಬಹುದು.	[1021, 1856, 1486, 1928]
part-badge	[337, 570, 411, 645]
part-badge-number: 1	[353, 599, 395, 641]
health-paragraph: ನಾವು ತಿಳಿಯದೆ ಮಾಡುವ ಕೆಲವು ಸಣ್ಣ ತಪ್ಪುಗಳಿಂದ ಆರೋಗ್ಯಕ್ಕೆ ಬಹಳ ಹಾನಿಯಾಗುತ್ತದೆ. ನಮ್ಮಲ್ಲಿ ಅನೇಕರು ಸಾಕಷ್ಟು ನೀರು ಕುಡಿಯದೇ ಇರುವ ತಪ್ಪು ಮಾಡುತ್ತೇವೆ. ಇದರಿಂದಾಗಿ ಮತ್ತೊಂದು ತಪ್ಪನ್ನು ಮಾಡುತ್ತೇವೆ. ಅದು ಮೂತ್ರವನ್ನು ಹಿಡಿದಿಟ್ಟುಕೊಳ್ಳುವುದು.	[1021, 1283, 1486, 1336]
crew-member: ಗ್ರೂಪ್ ಕ್ಯಾಪ್ಟನ್ ಅಜಿತ್ ಕೃಷ್ಣನ್	[512, 1027, 648, 1043]
lead-byline: - ಪಿಂಗ್ ನಮಸ್ಕಾರ್ ಸರ್ವಜ್ಞ	[945, 1045, 1065, 1061]
section-divider	[16, 1173, 1496, 1175]
telecom-paragraph: ಭವಿಷ್ಯದಲ್ಲಿ ಟೆಲಿಕಾಂ ನೆಟ್‌ವರ್ಕ್‌ಗಳು ಕೃತಕ ಬುದ್ಧಿಮತ್ತೆ (ಎಐ) ಅನ್ನು ಬಳಸಲಿವೆ. ಇದು ಟೆಲಿಕಾಂ ವಿಸ್ತರಣೆಯಲ್ಲಿ ಮೂಲಭೂತ ಬದಲಾವಣೆಯನ್ನು ಪ್ರತಿನಿಧಿಸುತ್ತದೆ ಎಂದು ದೂರಸಂಪರ್ಕ ಇಲಾಖೆಯ (DoT) ಹಿರಿಯ ಅಧಿಕಾರಿಯೊಬ್ಬರು ಹೇಳಿದ್ದಾರೆ.	[31, 1314, 497, 1367]
falcon-body-top	[531, 1290, 991, 1410]
lead-paragraph: ಭಾರತೀಯ ಬಾಹ್ಯಾಕಾಶ ಸಂಶೋಧನಾ ಸಂಸ್ಥೆಯ (ಇಸ್ರೋ) ಈ ಯೋಜನೆಯ ಮೊಳಕೆಯೊಡೆದದ್ದು 2007 ರಲ್ಲಿ. ಅಲ್ಲಿಂದ ಸತತವಾಗಿ ಅನೇಕ ಪ್ರಯೋಗಗಳು ಹಲವಾರು ಹಂತಗಳಲ್ಲಿ ನಿರಂತರವಾಗಿ ನಡೆಯುತ್ತಲೇ ಇವೆ. ಸುಮಾರು 10,000 ಕೋಟಿ ರೂಪಾಯಿಗಳ ವೆಚ್ಚದಲ್ಲಿ ನಡೆಯುತ್ತಿರುವ ಈ ಯೋಜನೆಯ ಮೂಲ ಉದ್ದೇಶವೇನು? ಸರಳವಾಗಿ ಹೇಳಬೇಕೆಂದರೆ ಇದೊಂದು ಭಾರತದ ಬಾಹ್ಯಾಕಾಶ ವಿಜ್ಞಾನ ಸಂಶೋಧನೆಯ, ಸಾಮರ್ಥ್ಯದ ಪ್ರದರ್ಶನ. ಪ್ರಪಂಚದಲ್ಲಿ ಅಮೇರಿಕಾ,	[28, 439, 362, 548]
lead-paragraph: ಆಯ್ಕೆಯಾದ ಈ ನಾಲ್ಕು ಜನರಲ್ಲಿ ಮೂವರು ಗಗನಯಾತ್ರೆಯಲ್ಲಿ ಪಾಲ್ಗೊಳ್ಳಲಿದ್ದಾರೆ. ಸದ್ಯಕ್ಕೆ ಶುಭಾಂಶು ಶುಕ್ಲಾ ಮತ್ತು ಪ್ರಶಾಂತ್ ನಾಯರ್ ಆಕ್ಸಿಯಂ ಮಿಷನ್ ಕೈ ಜೊತೆ ಅಲ್ಲಿನ ಅಂತರಾಷ್ಟ್ರೀಯ ಬಾಹ್ಯಾಕಾಶ ನಿಲ್ದಾಣದಲ್ಲಿ ತರಬೇತಿ ಪಡೆಯಲಿದ್ದಾರೆ. ಈ ಮೂವರು ಗಗನಯಾತ್ರಿಗಳ ಜೊತೆಗೆ ಪ್ರಯಾಣಿಸುವ ಇನ್ನೊಬ್ಬ ಆಯ್ಕೆಯಾಗಿರುವುದು ಕೌತುಕದ ವಿಷಯ, ಅವಳ ಹೆಸರು "ವ್ಯೋಮ ಮಿತ್ರ"!	[751, 606, 1065, 714]
health-paragraph: ಸ್ವಲ್ಪ ಸಮಯದವರೆಗೆ ಸಾಂದರ್ಭಿಕವಾಗಿ ಮೂತ್ರವನ್ನು ಹಿಡಿದಿಟ್ಟುಕೊಳ್ಳುವುದು ಒಳ್ಳೆಯದು. ಆದರೆ ಅದನ್ನು ಪದೇ ಪದೇ ಮಾಡುವುದರಿಂದ ಆರೋಗ್ಯಕ್ಕೆ ಹಾನಿಯಾಗುತ್ತದೆ. ಈ ಅಭ್ಯಾಸವು ಮೂತ್ರಕೋಶದ ಮೇಲೆ ಒತ್ತಡ ಹೇರುತ್ತದೆ ಮತ್ತು ಸೋಂಕಿನ ಅಪಾಯವನ್ನು ಹೆಚ್ಚಿಸುತ್ತದೆ.	[1021, 1343, 1486, 1395]
ai-chip-label: AI	[127, 1703, 174, 1749]
page-number	[1365, 61, 1460, 109]
